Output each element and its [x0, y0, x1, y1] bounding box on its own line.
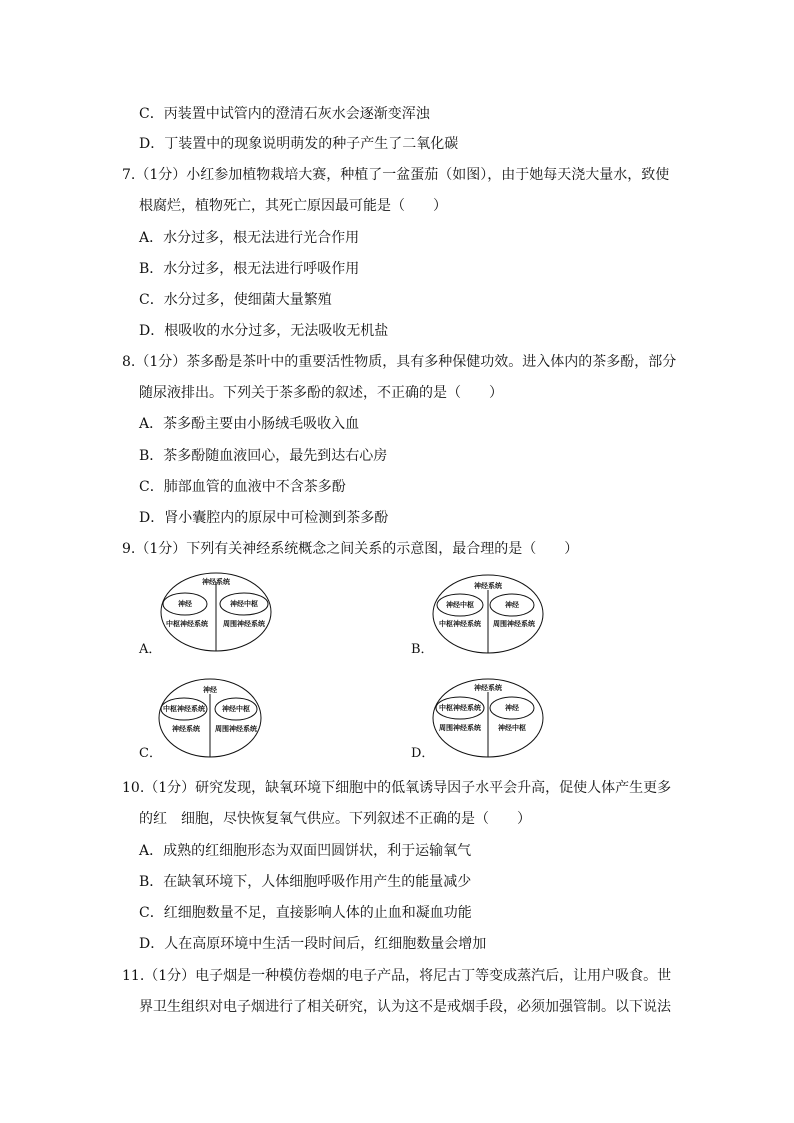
diagram-a-top-label: 神经系统 — [202, 578, 230, 586]
diagram-d — [432, 678, 544, 762]
diagram-c-inner-left-label: 中枢神经系统 — [163, 705, 205, 713]
q9-stem: 9.（1分）下列有关神经系统概念之间关系的示意图，最合理的是（ ） — [122, 541, 579, 557]
diagram-a-bottom-left-label: 中枢神经系统 — [166, 620, 208, 628]
diagram-c-letter: C． — [139, 746, 162, 761]
diagram-b-inner-left-label: 神经中枢 — [446, 601, 474, 609]
q10-option-c: C．红细胞数量不足，直接影响人体的止血和凝血功能 — [139, 905, 472, 921]
diagram-a-letter: A． — [139, 642, 162, 657]
diagram-d-top-label: 神经系统 — [474, 684, 502, 692]
diagram-a-inner-right-label: 神经中枢 — [230, 600, 258, 608]
q8-option-a: A．茶多酚主要由小肠绒毛吸收入血 — [139, 416, 360, 432]
diagram-c — [158, 678, 262, 762]
diagram-c-bottom-left-label: 神经系统 — [172, 725, 200, 733]
q8-option-d: D．肾小囊腔内的原尿中可检测到茶多酚 — [139, 510, 389, 526]
diagram-b-bottom-right-label: 周围神经系统 — [493, 620, 535, 628]
q10-option-d: D．人在高原环境中生活一段时间后，红细胞数量会增加 — [139, 936, 487, 952]
q6-option-c: C．丙装置中试管内的澄清石灰水会逐渐变浑浊 — [139, 106, 430, 122]
diagram-b-letter: B． — [411, 642, 434, 657]
diagram-d-inner-right-label: 神经 — [505, 704, 519, 712]
q10-stem-line1: 10.（1分）研究发现，缺氧环境下细胞中的低氧诱导因子水平会升高，促使人体产生更多 — [122, 780, 672, 796]
diagram-c-bottom-right-label: 周围神经系统 — [215, 725, 257, 733]
diagram-d-bottom-right-label: 神经中枢 — [498, 724, 526, 732]
q8-stem-line2: 随尿液排出。下列关于茶多酚的叙述，不正确的是（ ） — [139, 385, 503, 401]
q7-stem-line1: 7.（1分）小红参加植物栽培大赛，种植了一盆蛋茄（如图），由于她每天浇大量水，致使 — [122, 167, 670, 183]
diagram-d-bottom-left-label: 周围神经系统 — [439, 724, 481, 732]
q8-stem-line1: 8.（1分）茶多酚是茶叶中的重要活性物质，具有多种保健功效。进入体内的茶多酚，部分 — [122, 354, 677, 370]
diagram-d-inner-left-label: 中枢神经系统 — [439, 704, 481, 712]
q11-stem-line2: 界卫生组织对电子烟进行了相关研究，认为这不是戒烟手段，必须加强管制。以下说法 — [139, 999, 671, 1015]
diagram-a-inner-left-label: 神经 — [178, 600, 192, 608]
q7-option-d: D．根吸收的水分过多，无法吸收无机盐 — [139, 323, 389, 339]
q8-option-c: C．肺部血管的血液中不含茶多酚 — [139, 479, 346, 495]
q7-option-c: C．水分过多，使细菌大量繁殖 — [139, 292, 332, 308]
diagram-c-inner-right-label: 神经中枢 — [222, 705, 250, 713]
diagram-a — [160, 572, 272, 656]
diagram-b-inner-right-label: 神经 — [505, 601, 519, 609]
q7-stem-line2: 根腐烂，植物死亡，其死亡原因最可能是（ ） — [139, 198, 447, 214]
diagram-b-top-label: 神经系统 — [474, 582, 502, 590]
q10-option-b: B．在缺氧环境下，人体细胞呼吸作用产生的能量减少 — [139, 874, 472, 890]
q7-option-b: B．水分过多，根无法进行呼吸作用 — [139, 261, 360, 277]
q10-option-a: A．成熟的红细胞形态为双面凹圆饼状，利于运输氧气 — [139, 843, 472, 859]
diagram-b-bottom-left-label: 中枢神经系统 — [439, 620, 481, 628]
q7-option-a: A．水分过多，根无法进行光合作用 — [139, 230, 360, 246]
q6-option-d: D．丁装置中的现象说明萌发的种子产生了二氧化碳 — [139, 136, 459, 152]
q10-stem-line2: 的红 细胞，尽快恢复氧气供应。下列叙述不正确的是（ ） — [139, 811, 531, 827]
diagram-a-bottom-right-label: 周围神经系统 — [223, 620, 265, 628]
diagram-c-top-label: 神经 — [203, 686, 217, 694]
diagram-b — [432, 574, 544, 658]
q11-stem-line1: 11.（1分）电子烟是一种模仿卷烟的电子产品，将尼古丁等变成蒸汽后，让用户吸食。世 — [122, 968, 672, 984]
q8-option-b: B．茶多酚随血液回心，最先到达右心房 — [139, 448, 388, 464]
diagram-d-letter: D． — [411, 746, 435, 761]
